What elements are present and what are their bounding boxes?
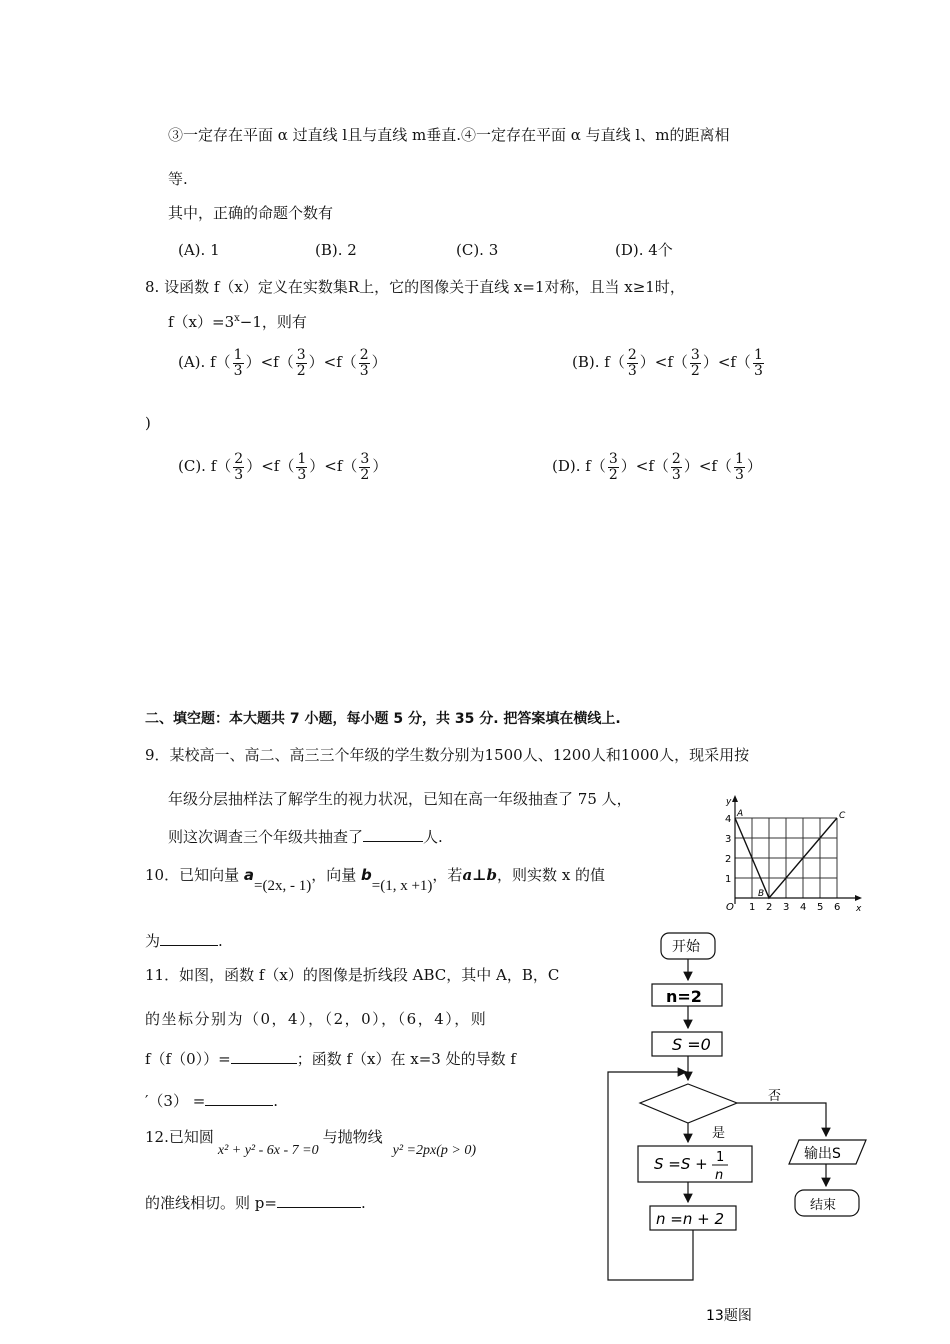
q8-stem: 8. 设函数 f（x）定义在实数集R上，它的图像关于直线 x=1对称，且当 x≥1时，	[145, 278, 685, 296]
option-label: (C).	[178, 457, 206, 476]
flow-update-s-num: 1	[716, 1150, 725, 1165]
fraction	[296, 348, 307, 378]
q10-pre: 10．已知向量	[145, 866, 240, 884]
q8-stem2	[168, 314, 307, 330]
fraction-denominator: 2	[690, 362, 700, 379]
graph-x-tick: 4	[800, 902, 807, 913]
fraction-numerator: 1	[297, 451, 307, 467]
function-close: ）	[371, 353, 387, 372]
fraction-denominator: 3	[359, 362, 369, 379]
fraction-numerator: 2	[234, 451, 244, 467]
q12-line2-pre: 的准线相切。则 p=	[145, 1194, 277, 1212]
fraction-numerator: 2	[671, 451, 681, 467]
fraction-denominator: 3	[297, 466, 307, 483]
graph-y-tick: 1	[725, 874, 732, 885]
graph-x-tick: 1	[749, 902, 756, 913]
q12-line1	[145, 1128, 476, 1158]
function-open: f（	[210, 457, 232, 476]
less-than-separator: ）<f（	[620, 457, 669, 476]
q10-a-value: =(2x, - 1)	[254, 878, 312, 894]
graph-origin-label: O	[726, 902, 734, 913]
q8-option-d	[552, 452, 762, 482]
flow-update-n-label: n =n + 2	[656, 1210, 724, 1228]
q11-line1: 11．如图，函数 f（x）的图像是折线段 ABC，其中 A，B，C	[145, 966, 560, 984]
q9-line3	[168, 830, 443, 845]
q11-line2: 的坐标分别为（0，4），（2，0），（6，4），则	[145, 1010, 488, 1028]
less-than-separator: ）<f（	[246, 457, 295, 476]
q9-line3-pre: 则这次调查三个年级共抽查了	[168, 828, 364, 846]
graph-x-arrow	[855, 895, 862, 901]
flow-start-label: 开始	[672, 939, 700, 955]
fraction	[233, 452, 244, 482]
q12-circle-eq: x² + y² - 6x - 7 =0	[217, 1143, 319, 1158]
graph-y-label: y	[726, 797, 732, 807]
q8-option-a	[178, 348, 387, 378]
fraction-denominator: 2	[608, 466, 618, 483]
fraction-denominator: 3	[234, 466, 244, 483]
less-than-separator: ）<f（	[245, 353, 294, 372]
fraction-numerator: 3	[360, 451, 370, 467]
q11-line4	[145, 1094, 278, 1109]
q10-cond: a⊥b	[462, 866, 498, 884]
fraction-denominator: 2	[360, 466, 370, 483]
q12-line2	[145, 1196, 366, 1211]
q11-line3-pre: f（f（0））=	[145, 1050, 231, 1068]
flow-update-s-den: n	[715, 1168, 724, 1183]
graph-y-tick: 2	[725, 854, 732, 865]
graph-y-arrow	[732, 795, 738, 802]
graph-y-tick: 4	[725, 814, 732, 825]
graph-point-b-label: B	[758, 889, 765, 899]
fraction-numerator: 2	[627, 347, 637, 363]
fraction-denominator: 3	[233, 362, 243, 379]
q7-option-a: (A). 1	[178, 241, 220, 259]
q10-vec-a: a	[243, 866, 254, 884]
fraction	[296, 452, 307, 482]
q11-answer-blank-1[interactable]	[231, 1063, 297, 1064]
q9-line1: 9．某校高一、高二、高三三个年级的学生数分别为1500人、1200人和1000人，现采用按	[145, 746, 750, 764]
fraction-numerator: 3	[296, 347, 306, 363]
q7-option-c: (C). 3	[456, 241, 499, 259]
fraction	[690, 348, 701, 378]
less-than-separator: ）<f（	[309, 457, 358, 476]
flow-init-s-label: S =0	[672, 1035, 711, 1054]
less-than-separator: ）<f（	[639, 353, 688, 372]
q9-answer-blank[interactable]	[363, 841, 423, 842]
q10-post: ，则实数 x 的值	[497, 866, 606, 884]
fraction	[359, 348, 370, 378]
graph-x-tick: 2	[766, 902, 773, 913]
q9-line3-post: 人.	[423, 828, 443, 846]
fraction-numerator: 1	[753, 347, 763, 363]
q12-parabola-eq: y² =2px(p > 0)	[392, 1143, 476, 1158]
graph-x-tick: 3	[783, 902, 790, 913]
flow-caption: 13题图	[706, 1308, 752, 1324]
graph-point-a-label: A	[737, 809, 744, 819]
q10-b-value: =(1, x +1)	[371, 878, 433, 894]
q10-mid: ，向量	[311, 866, 357, 884]
fraction-numerator: 1	[233, 347, 243, 363]
q7-line1: ③一定存在平面 α 过直线 l且与直线 m垂直.④一定存在平面 α 与直线 l、m的距离相	[168, 126, 730, 144]
q8-stem2-post: −1，则有	[239, 313, 307, 331]
graph-y-tick: 3	[725, 834, 732, 845]
less-than-separator: ）<f（	[702, 353, 751, 372]
q11-function-graph	[716, 792, 866, 916]
q12-line2-post: .	[360, 1194, 366, 1212]
q7-line1-end: 等.	[168, 170, 188, 188]
q11-line4-pre: ′（3） =	[145, 1092, 206, 1110]
flow-output-label: 输出S	[804, 1146, 841, 1162]
q13-flowchart	[600, 928, 880, 1328]
function-open: f（	[210, 353, 231, 372]
q7-question: 其中，正确的命题个数有	[168, 204, 334, 222]
function-open: f（	[604, 353, 625, 372]
q11-answer-blank-2[interactable]	[205, 1105, 273, 1106]
option-label: (D).	[552, 457, 581, 476]
function-close: ）	[746, 457, 762, 476]
less-than-separator: ）<f（	[308, 353, 357, 372]
option-label: (A).	[178, 353, 206, 372]
fraction-denominator: 3	[671, 466, 681, 483]
fraction-numerator: 1	[734, 451, 744, 467]
q10-answer-blank[interactable]	[160, 945, 218, 946]
flow-no-branch	[737, 1103, 826, 1136]
graph-x-label: x	[856, 904, 862, 914]
fraction	[671, 452, 682, 482]
flow-no-label: 否	[768, 1089, 782, 1104]
function-open: f（	[585, 457, 606, 476]
q10-line2-post: .	[218, 932, 223, 950]
fraction	[627, 348, 638, 378]
fraction	[608, 452, 619, 482]
fraction	[753, 348, 764, 378]
fraction	[233, 348, 244, 378]
graph-grid	[735, 818, 837, 898]
q11-line4-post: .	[273, 1092, 279, 1110]
q10-line2-pre: 为	[145, 932, 161, 950]
flow-init-n-label: n=2	[666, 987, 702, 1006]
fraction	[359, 452, 370, 482]
function-close: ）	[372, 457, 388, 476]
q7-option-d: (D). 4个	[615, 241, 673, 259]
flow-end-label: 结束	[810, 1198, 837, 1213]
q10-line2	[145, 934, 223, 949]
q12-answer-blank[interactable]	[277, 1207, 361, 1208]
q9-line2: 年级分层抽样法了解学生的视力状况，已知在高一年级抽查了 75 人，	[168, 790, 632, 808]
q10-cond-pre: ，若	[432, 866, 463, 884]
less-than-separator: ）<f（	[683, 457, 732, 476]
flow-loop-back-line	[608, 1072, 693, 1280]
fraction-denominator: 3	[627, 362, 637, 379]
q11-line3	[145, 1052, 516, 1067]
section-2-title: 二、填空题：本大题共 7 小题，每小题 5 分，共 35 分. 把答案填在横线上.	[145, 711, 621, 727]
fraction-numerator: 3	[608, 451, 618, 467]
graph-point-c-label: C	[839, 811, 846, 821]
graph-x-tick: 5	[817, 902, 824, 913]
q11-line3-post: ；函数 f（x）在 x=3 处的导数 f	[296, 1050, 516, 1068]
flow-update-s-label: S =S +	[654, 1155, 708, 1173]
q12-pre: 12.已知圆	[145, 1128, 214, 1146]
option-label: (B).	[572, 353, 600, 372]
q7-option-b: (B). 2	[315, 241, 357, 259]
graph-x-tick: 6	[834, 902, 841, 913]
q12-mid: 与抛物线	[322, 1128, 383, 1146]
fraction	[734, 452, 745, 482]
q8-option-b-tail: )	[145, 414, 151, 432]
fraction-numerator: 3	[690, 347, 700, 363]
fraction-denominator: 2	[296, 362, 306, 379]
q8-option-b	[572, 348, 766, 378]
fraction-numerator: 2	[359, 347, 369, 363]
fraction-denominator: 3	[753, 362, 763, 379]
flow-yes-label: 是	[712, 1126, 726, 1141]
q10-line1	[145, 866, 606, 894]
q10-vec-b: b	[361, 866, 372, 884]
fraction-denominator: 3	[734, 466, 744, 483]
q8-stem2-exp: x	[234, 313, 240, 324]
flow-decision-diamond	[640, 1084, 737, 1123]
q8-option-c	[178, 452, 387, 482]
q8-stem2-pre: f（x）=3	[168, 313, 235, 331]
